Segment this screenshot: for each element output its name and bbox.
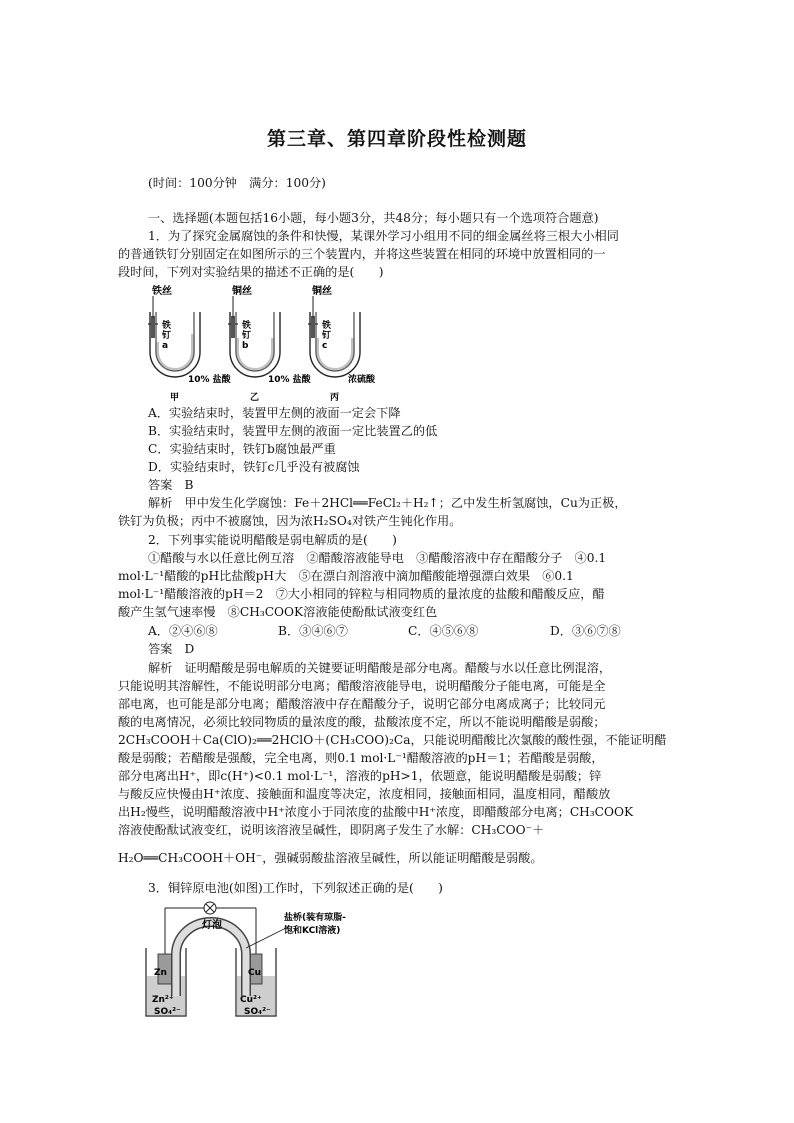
electrode-label: Cu <box>248 968 262 978</box>
ion-label: SO₄²⁻ <box>244 1007 271 1017</box>
q3-stem: 3．铜锌原电池(如图)工作时，下列叙述正确的是( ) <box>148 881 443 895</box>
apparatus-yi <box>228 296 280 377</box>
q1-stem-line: 段时间，下列对实验结果的描述不正确的是( ) <box>118 265 384 279</box>
q1-analysis-line: 铁钉为负极；丙中不被腐蚀，因为浓H₂SO₄对铁产生钝化作用。 <box>118 514 462 528</box>
q1-answer: 答案 B <box>148 478 194 492</box>
page-title: 第三章、第四章阶段性检测题 <box>266 128 527 150</box>
option-b: B．③④⑥⑦ <box>278 624 348 638</box>
q1-stem-line: 的普通铁钉分别固定在如图所示的三个装置内，并将这些装置在相同的环境中放置相同的一 <box>118 247 606 261</box>
q2-analysis-line: 酸是弱酸；若醋酸是强酸，完全电离，则0.1 mol·L⁻¹醋酸溶液的pH＝1；若醋酸是弱酸， <box>118 751 604 765</box>
q2-analysis-line: 与酸反应快慢由H⁺浓度、接触面和温度等决定，浓度相同，接触面相同，温度相同，醋酸放 <box>118 787 611 801</box>
apparatus-name: 甲 <box>170 393 180 403</box>
option-a: A．②④⑥⑧ <box>148 624 218 638</box>
q2-analysis-line: 解析 证明醋酸是弱电解质的关键要证明醋酸是部分电离。醋酸与水以任意比例混溶， <box>148 661 612 675</box>
apparatus-bing <box>308 296 360 377</box>
q2-fact-line: 酸产生氢气速率慢 ⑧CH₃COOK溶液能使酚酞试液变红色 <box>118 605 438 619</box>
option-a: A．实验结束时，装置甲左侧的液面一定会下降 <box>148 406 401 420</box>
apparatus-jia <box>148 296 200 377</box>
q2-answer: 答案 D <box>148 642 195 656</box>
wire-label: 铜丝 <box>232 286 252 297</box>
wire-label: 铁丝 <box>152 286 172 297</box>
ion-label: Cu²⁺ <box>240 995 262 1005</box>
nail-label: 铁钉 b <box>242 321 252 351</box>
salt-bridge-label: 饱和KCl溶液) <box>284 926 341 936</box>
option-d: D．③⑥⑦⑧ <box>550 624 621 638</box>
q2-analysis-line: 部分电离出H⁺，即c(H⁺)<0.1 mol·L⁻¹，溶液的pH>1，依题意，能说明醋酸是弱酸；锌 <box>118 769 602 783</box>
nail-label: 铁钉 a <box>162 321 172 351</box>
salt-bridge-label: 盐桥(装有琼脂- <box>284 913 346 923</box>
q2-fact-line: ①醋酸与水以任意比例互溶 ②醋酸溶液能导电 ③醋酸溶液中存在醋酸分子 ④0.1 <box>148 551 607 565</box>
section-heading: 一、选择题(本题包括16小题，每小题3分，共48分；每小题只有一个选项符合题意) <box>148 211 599 225</box>
option-d: D．实验结束时，铁钉c几乎没有被腐蚀 <box>148 460 360 474</box>
option-b: B．实验结束时，装置甲左侧的液面一定比装置乙的低 <box>148 424 438 438</box>
galvanic-cell-figure <box>140 896 350 1022</box>
apparatus-name: 丙 <box>330 393 340 403</box>
apparatus-name: 乙 <box>250 393 260 403</box>
q1-analysis-line: 解析 甲中发生化学腐蚀：Fe＋2HCl══FeCl₂＋H₂↑；乙中发生析氢腐蚀，Cu为正极， <box>148 496 627 510</box>
q2-stem: 2．下列事实能说明醋酸是弱电解质的是( ) <box>148 533 397 547</box>
exam-meta: (时间：100分钟 满分：100分) <box>148 176 326 190</box>
solution-label: 10% 盐酸 <box>268 375 311 385</box>
electrode-label: Zn <box>154 968 167 978</box>
q2-analysis-line: 酸的电离情况，必须比较同物质的量浓度的酸，盐酸浓度不定，所以不能说明醋酸是弱酸； <box>118 715 606 729</box>
q2-analysis-line: 溶液使酚酞试液变红，说明该溶液呈碱性，即阴离子发生了水解：CH₃COO⁻＋ <box>118 823 545 837</box>
ion-label: SO₄²⁻ <box>154 1007 181 1017</box>
solution-label: 浓硫酸 <box>348 375 376 385</box>
option-c: C．实验结束时，铁钉b腐蚀最严重 <box>148 442 336 456</box>
q2-analysis-line: H₂O══CH₃COOH＋OH⁻，强碱弱酸盐溶液呈碱性，所以能证明醋酸是弱酸。 <box>118 851 543 865</box>
option-c: C．④⑤⑥⑧ <box>408 624 479 638</box>
bulb-label: 灯泡 <box>202 920 222 931</box>
nail-label: 铁钉 c <box>322 321 332 351</box>
q2-analysis-line: 只能说明其溶解性，不能说明部分电离；醋酸溶液能导电，说明醋酸分子能电离，可能是全 <box>118 679 606 693</box>
q2-analysis-line: 2CH₃COOH＋Ca(ClO)₂══2HClO＋(CH₃COO)₂Ca，只能说明醋酸比次氯酸的酸性强，不能证明醋 <box>118 733 667 747</box>
solution-label: 10% 盐酸 <box>188 375 231 385</box>
q2-analysis-line: 部电离，也可能是部分电离；醋酸溶液中存在醋酸分子，说明它部分电离成离子；比较同元 <box>118 697 606 711</box>
q2-fact-line: mol·L⁻¹醋酸的pH比盐酸pH大 ⑤在漂白剂溶液中滴加醋酸能增强漂白效果 ⑥0.1 <box>118 569 574 583</box>
q1-stem-line: 1．为了探究金属腐蚀的条件和快慢，某课外学习小组用不同的细金属丝将三根大小相同 <box>148 229 619 243</box>
q2-fact-line: mol·L⁻¹醋酸溶液的pH＝2 ⑦大小相同的锌粒与相同物质的量浓度的盐酸和醋酸反应，醋 <box>118 587 605 601</box>
q2-analysis-line: 出H₂慢些，说明醋酸溶液中H⁺浓度小于同浓度的盐酸中H⁺浓度，即醋酸部分电离；CH₃COOK <box>118 805 634 819</box>
wire-label: 铜丝 <box>312 286 332 297</box>
corrosion-apparatus-figure <box>140 282 400 404</box>
ion-label: Zn²⁺ <box>152 995 174 1005</box>
